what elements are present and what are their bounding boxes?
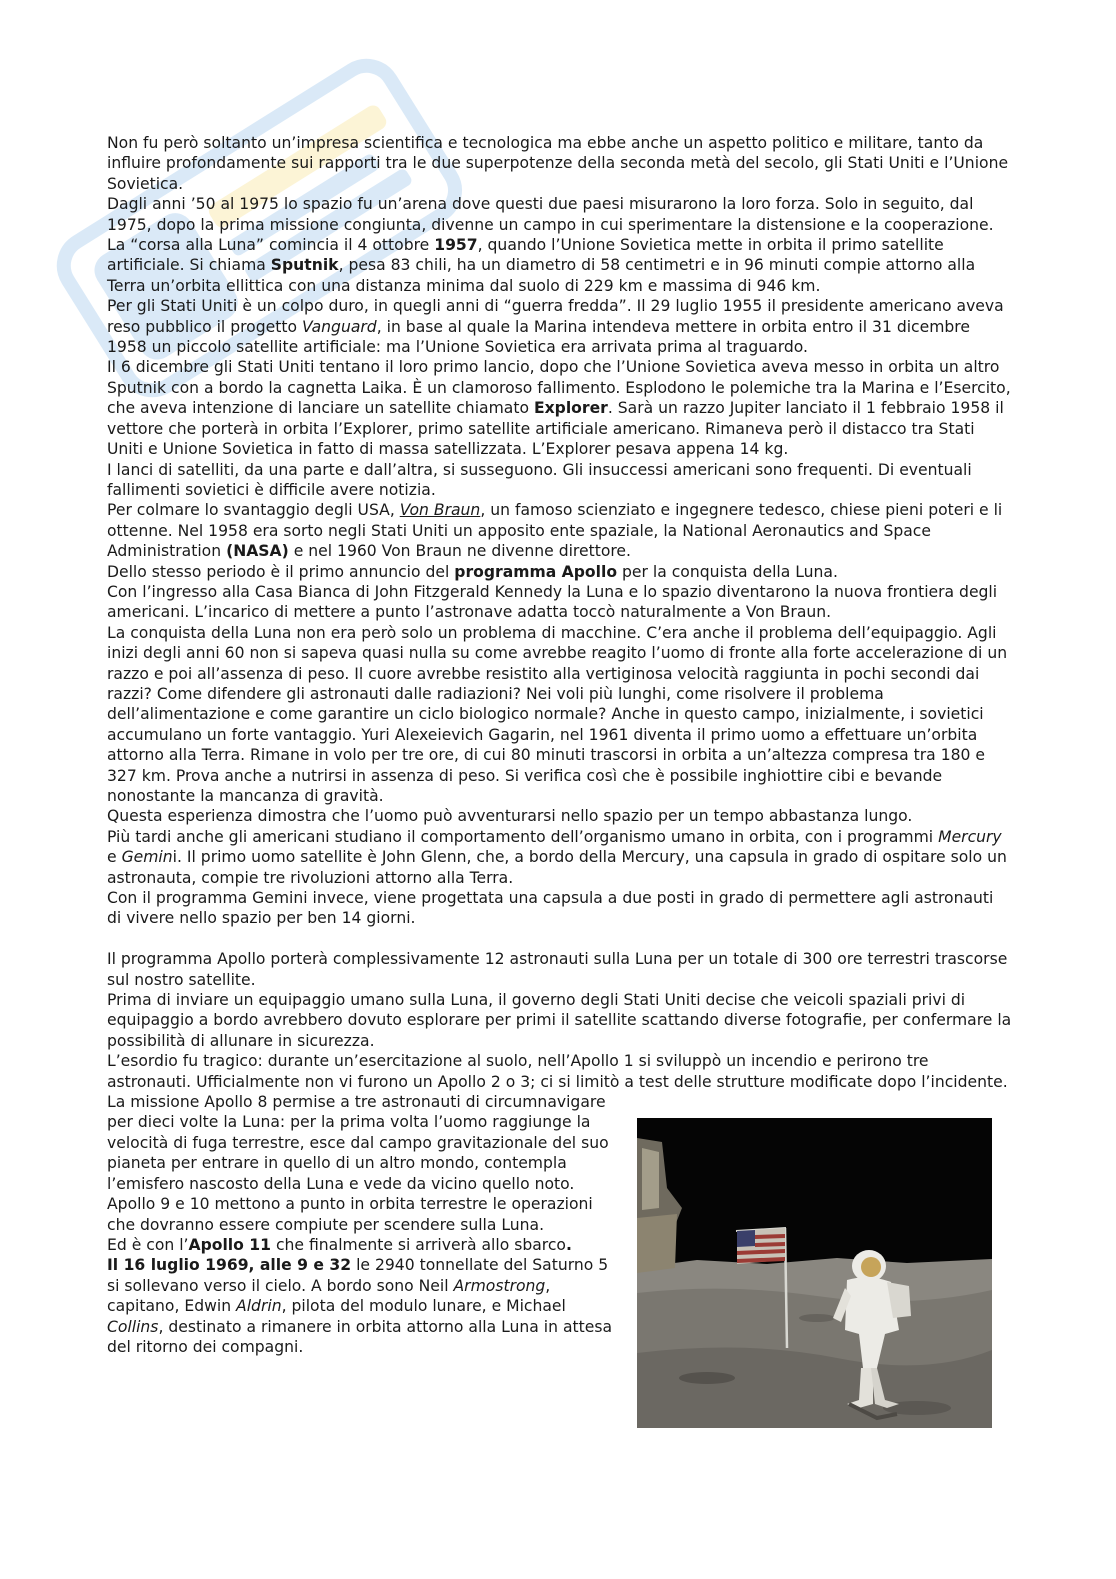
paragraph <box>107 194 1012 235</box>
text-run: Dello stesso periodo è il primo annuncio del <box>107 562 455 581</box>
text-run: programma Apollo <box>454 562 618 581</box>
text-run: Questa esperienza dimostra che l’uomo può avventurarsi nello spazio per un tempo abbastanza lungo. <box>107 807 913 826</box>
text-run: (NASA) <box>226 542 289 561</box>
paragraph <box>107 990 1012 1051</box>
text-run: Explorer <box>533 399 608 418</box>
text-run: Armostrong <box>453 1276 546 1295</box>
paragraph <box>107 133 1012 194</box>
paragraph <box>107 949 1012 990</box>
text-run: La conquista della Luna non era però solo un problema di macchine. C’era anche il problema dell’equipaggio. Agli inizi degli anni 60 non si sapeva quasi nulla su come avrebbe reagito l’uomo di fronte alla forte accelerazione di un razzo e poi all’assenza di peso. Il cuore avrebbe resistito alla vertiginosa velocità raggiunta in pochi secondi dai razzi? Come difendere gli astronauti dalle radiazioni? Nei voli più lunghi, come risolvere il problema dell’alimentazione e come garantire un ciclo biologico normale? Anche in questo campo, inizialmente, i sovietici accumulano un forte vantaggio. Yuri Alexeievich Gagarin, nel 1961 diventa il primo uomo a effettuare un’orbita attorno alla Terra. Rimane in volo per tre ore, di cui 80 minuti trascorsi in orbita a un’altezza compresa tra 180 e 327 km. Prova anche a nutrirsi in assenza di peso. Si verifica così che è possibile inghiottire cibi e bevande nonostante la mancanza di gravità. <box>107 623 1008 805</box>
text-run: , pesa 83 chili, ha un diametro di 58 centimetri e in 96 minuti compie attorno alla Terra un’orbita ellittica con una distanza minima dal suolo di 229 km e massima di 946 km. <box>107 256 976 295</box>
moon-landing-photo <box>637 1118 992 1428</box>
paragraphs-bottom <box>107 949 1012 1357</box>
paragraph <box>107 623 1012 807</box>
text-run: , destinato a rimanere in orbita attorno alla Luna in attesa del ritorno dei compagni. <box>107 1317 613 1356</box>
text-run: Collins <box>107 1317 159 1336</box>
document-body <box>107 133 1012 1428</box>
text-run: Sputnik <box>270 256 339 275</box>
text-run: Il 16 luglio 1969, alle 9 e 32 <box>107 1256 352 1275</box>
text-run: Aldrin <box>236 1297 282 1316</box>
text-run: Dagli anni ’50 al 1975 lo spazio fu un’arena dove questi due paesi misurarono la loro forza. Solo in seguito, dal 1975, dopo la prima missione congiunta, divenne un campo in cui sperimentare la distensione e la cooperazione. <box>107 195 994 234</box>
text-run: Per colmare lo svantaggio degli USA, <box>107 501 400 520</box>
text-run: 1957 <box>434 236 478 255</box>
paragraph <box>107 562 1012 582</box>
paragraph <box>107 827 1012 888</box>
paragraphs-top <box>107 133 1012 929</box>
text-run: Mercury <box>938 827 1002 846</box>
text-run: Ed è con l’ <box>107 1235 189 1254</box>
paragraph <box>107 235 1012 296</box>
paragraph <box>107 1051 1012 1092</box>
text-run: , pilota del modulo lunare, e Michael <box>281 1297 566 1316</box>
paragraph <box>107 888 1012 929</box>
text-run: , quando l’Unione Sovietica mette in orbita il primo satellite artificiale. Si chiama <box>107 236 944 275</box>
text-run: Vanguard <box>301 317 377 336</box>
text-run: Con l’ingresso alla Casa Bianca di John Fitzgerald Kennedy la Luna e lo spazio diventarono la nuova frontiera degli americani. L’incarico di mettere a punto l’astronave adatta toccò naturalmente a Von Braun. <box>107 582 998 622</box>
text-run: , un famoso scienziato e ingegnere tedesco, chiese pieni poteri e li ottenne. Nel 1958 era sorto negli Stati Uniti un apposito ente spaziale, la National Aeronautics and Space Administration <box>107 501 1003 561</box>
text-run: le 2940 tonnellate del Saturno 5 si sollevano verso il cielo. A bordo sono Neil <box>107 1256 609 1295</box>
text-run: Per gli Stati Uniti è un colpo duro, in quegli anni di “guerra fredda”. Il 29 luglio 1955 il presidente americano aveva reso pubblico il progetto <box>107 297 1004 336</box>
paragraph <box>107 806 1012 826</box>
paragraph <box>107 500 1012 561</box>
text-run: Non fu però soltanto un’impresa scientifica e tecnologica ma ebbe anche un aspetto politico e militare, tanto da influire profondamente sui rapporti tra le due superpotenze della seconda metà del secolo, gli Stati Uniti e l’Unione Sovietica. <box>107 134 1009 193</box>
paragraph <box>107 582 1012 623</box>
paragraph <box>107 296 1012 357</box>
text-run: Il programma Apollo porterà complessivamente 12 astronauti sulla Luna per un totale di 300 ore terrestri trascorse sul nostro satellite. <box>107 950 1008 989</box>
text-run: . <box>565 1235 572 1254</box>
text-run: che finalmente si arriverà allo sbarco <box>271 1235 566 1254</box>
paragraph-spacer <box>107 929 1012 949</box>
text-run: La “corsa alla Luna” comincia il 4 ottobre <box>107 236 435 255</box>
paragraph <box>107 460 1012 501</box>
text-run: Il 6 dicembre gli Stati Uniti tentano il loro primo lancio, dopo che l’Unione Sovietica aveva messo in orbita un altro Sputnik con a bordo la cagnetta Laika. È un clamoroso fallimento. Esplodono le polemiche tra la Marina e l’Esercito, che aveva intenzione di lanciare un satellite chiamato <box>107 358 1011 418</box>
text-run: . Sarà un razzo Jupiter lanciato il 1 febbraio 1958 il vettore che porterà in orbita l’Explorer, primo satellite artificiale americano. Rimaneva però il distacco tra Stati Uniti e Unione Sovietica in fatto di massa satellizzata. L’Explorer pesava appena 14 kg. <box>107 399 1004 459</box>
text-run: per la conquista della Luna. <box>617 562 838 581</box>
text-run: e nel 1960 Von Braun ne divenne direttore. <box>288 542 631 561</box>
text-run: Prima di inviare un equipaggio umano sulla Luna, il governo degli Stati Uniti decise che veicoli spaziali privi di equipaggio a bordo avrebbero dovuto esplorare per primi il satellite scattando diverse fotografie, per confermare la possibilità di allunare in sicurezza. <box>107 991 1012 1050</box>
text-run: Gemin <box>121 848 173 867</box>
text-run: Con il programma Gemini invece, viene progettata una capsula a due posti in grado di permettere agli astronauti di vivere nello spazio per ben 14 giorni. <box>107 889 994 928</box>
text-run: , in base al quale la Marina intendeva mettere in orbita entro il 31 dicembre 1958 un piccolo satellite artificiale: ma l’Unione Sovietica era arrivata prima al traguardo. <box>107 317 970 357</box>
text-run: Von Braun <box>399 501 481 520</box>
text-run: e <box>107 848 122 867</box>
text-run: I lanci di satelliti, da una parte e dall’altra, si susseguono. Gli insuccessi americani sono frequenti. Di eventuali fallimenti sovietici è difficile avere notizia. <box>107 460 972 499</box>
text-run: Apollo 11 <box>188 1235 271 1254</box>
text-run: Più tardi anche gli americani studiano il comportamento dell’organismo umano in orbita, con i programmi <box>107 827 939 846</box>
paragraph <box>107 357 1012 459</box>
text-run: L’esordio fu tragico: durante un’esercitazione al suolo, nell’Apollo 1 si sviluppò un incendio e perirono tre astronauti. Ufficialmente non vi furono un Apollo 2 o 3; ci si limitò a test delle strutture modificate dopo l’incidente. <box>107 1052 1008 1091</box>
text-run: i. Il primo uomo satellite è John Glenn, che, a bordo della Mercury, una capsula in grado di ospitare solo un astronauta, compie tre rivoluzioni attorno alla Terra. <box>107 848 1007 887</box>
text-run: La missione Apollo 8 permise a tre astronauti di circumnavigare per dieci volte la Luna: per la prima volta l’uomo raggiunge la velocità di fuga terrestre, esce dal campo gravitazionale del suo pianeta per entrare in quello di un altro mondo, contempla l’emisfero nascosto della Luna e vede da vicino quello noto. Apollo 9 e 10 mettono a punto in orbita terrestre le operazioni che dovranno essere compiute per scendere sulla Luna. <box>107 1093 609 1234</box>
text-run: , capitano, Edwin <box>107 1276 551 1316</box>
